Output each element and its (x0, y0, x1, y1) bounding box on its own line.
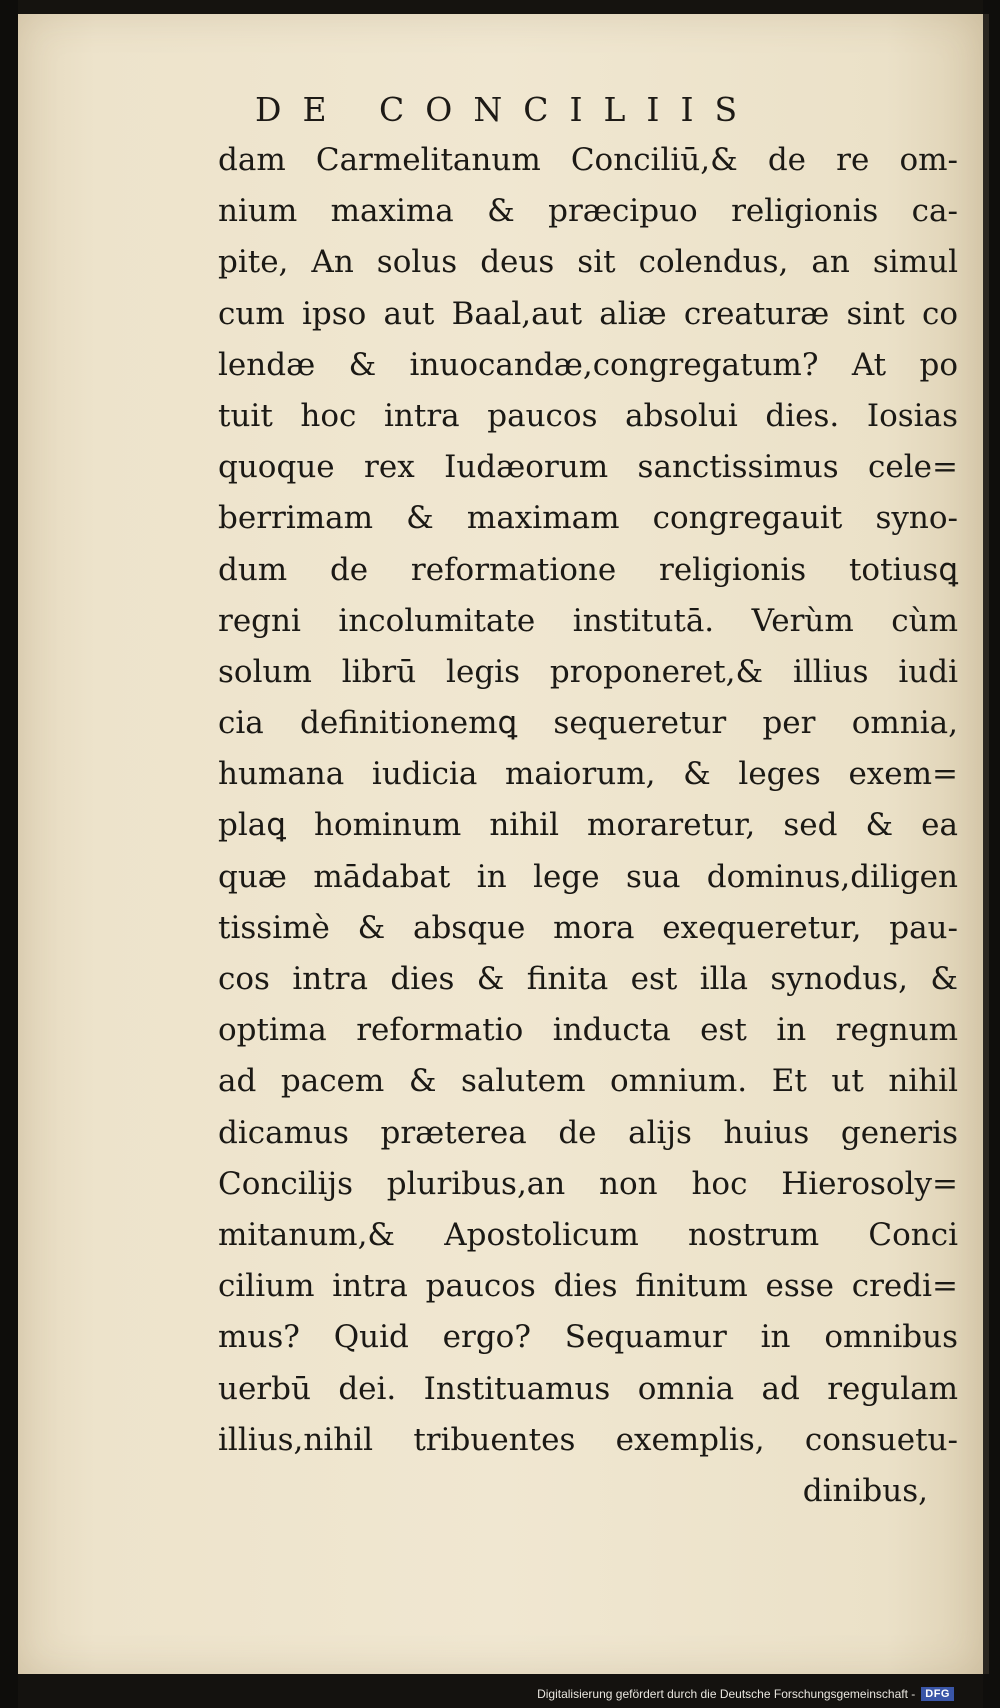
text-line: berrimam & maximam congregauit syno- (218, 500, 958, 537)
running-title: DE CONCILIIS (255, 90, 759, 129)
text-line: quæ mādabat in lege sua dominus,diligen (218, 858, 958, 895)
text-line: pite, An solus deus sit colendus, an simul (218, 244, 958, 281)
dfg-logo: DFG (921, 1687, 954, 1701)
text-line: nium maxima & præcipuo religionis ca- (218, 193, 958, 230)
text-line: cilium intra paucos dies finitum esse credi= (218, 1268, 958, 1305)
text-line: dam Carmelitanum Conciliū,& de re om- (218, 142, 958, 178)
text-line: lendæ & inuocandæ,congregatum? At po (218, 346, 958, 383)
page-body-text (218, 135, 958, 1517)
credit-text: Digitalisierung gefördert durch die Deutsche Forschungsgemeinschaft - (537, 1687, 916, 1701)
text-line: quoque rex Iudæorum sanctissimus cele= (218, 449, 958, 486)
text-line: humana iudicia maiorum, & leges exem= (218, 756, 958, 793)
text-line: dinibus, (802, 1472, 928, 1509)
text-line: tissimè & absque mora exequeretur, pau- (218, 909, 958, 946)
text-line: cum ipso aut Baal,aut aliæ creaturæ sint co (218, 295, 958, 332)
text-line: uerbū dei. Instituamus omnia ad regulam (218, 1370, 958, 1407)
text-line: tuit hoc intra paucos absolui dies. Iosias (218, 397, 958, 434)
text-line: Concilijs pluribus,an non hoc Hierosoly= (218, 1165, 958, 1202)
text-line: mitanum,& Apostolicum nostrum Conci (218, 1216, 958, 1253)
text-line: dicamus præterea de alijs huius generis (218, 1114, 958, 1151)
text-line: cos intra dies & finita est illa synodus, & (218, 961, 958, 997)
text-line: optima reformatio inducta est in regnum (218, 1012, 958, 1049)
text-line: mus? Quid ergo? Sequamur in omnibus (218, 1319, 958, 1356)
text-line: regni incolumitate institutā. Verùm cùm (218, 602, 958, 639)
book-spine-shadow (0, 0, 18, 1708)
text-line: ad pacem & salutem omnium. Et ut nihil (218, 1063, 958, 1100)
text-line: cia definitionemꝗ sequeretur per omnia, (218, 705, 958, 742)
digitization-credit (537, 1687, 954, 1701)
text-line: dum de reformatione religionis totiusꝗ (218, 551, 958, 588)
text-line: illius,nihil tribuentes exemplis, consuetu- (218, 1421, 958, 1458)
text-line: solum librū legis proponeret,& illius iudi (218, 653, 958, 690)
text-line: plaꝗ hominum nihil moraretur, sed & ea (218, 807, 958, 844)
